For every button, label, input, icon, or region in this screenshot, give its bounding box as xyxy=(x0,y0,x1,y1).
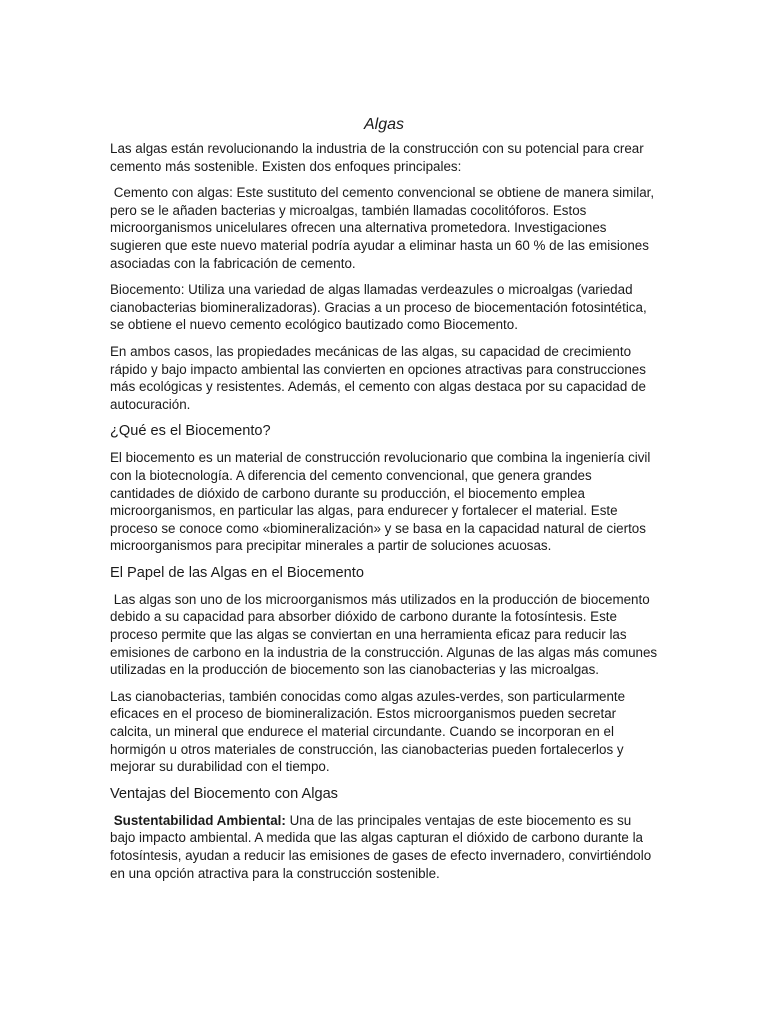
ventaja-label: Sustentabilidad Ambiental: xyxy=(110,812,286,828)
papel-paragraph-1: Las algas son uno de los microorganismos más utilizados en la producción de biocemento debido a su capacidad para absorber dióxido de carbono durante la fotosíntesis. Este proceso permite que las algas se conviertan en una herramienta eficaz para reducir las emisiones de carbono en la industria de la construcción. Algunas de las algas más comunes utilizadas en la producción de biocemento son las cianobacterias y las microalgas. xyxy=(110,591,661,678)
biocemento-paragraph: Biocemento: Utiliza una variedad de algas llamadas verdeazules o microalgas (variedad cianobacterias biomineralizadoras). Gracias a un proceso de biocementación fotosintética, se obtiene el nuevo cemento ecológico bautizado como Biocemento. xyxy=(110,282,647,333)
heading-papel-algas: El Papel de las Algas en el Biocemento xyxy=(110,564,364,581)
document-body xyxy=(110,114,661,891)
ambos-casos-paragraph: En ambos casos, las propiedades mecánicas de las algas, su capacidad de crecimiento rápido y bajo impacto ambiental las convierten en opciones atractivas para construcciones más ecológicas y resistentes. Además, el cemento con algas destaca por su capacidad de autocuración. xyxy=(110,343,646,412)
que-es-paragraph: El biocemento es un material de construcción revolucionario que combina la ingeniería civil con la biotecnología. A diferencia del cemento convencional, que genera grandes cantidades de dióxido de carbono durante su producción, el biocemento emplea microorganismos, en particular las algas, para endurecer y fortalecer el material. Este proceso se conoce como «biomineralización» y se basa en la capacidad natural de ciertos microorganismos para precipitar minerales a partir de soluciones acuosas. xyxy=(110,450,651,554)
document-title: Algas xyxy=(363,116,405,133)
heading-que-es-biocemento: ¿Qué es el Biocemento? xyxy=(110,423,271,440)
ventaja-text: Una de las principales ventajas de este biocemento es su bajo impacto ambiental. A medida que las algas capturan el dióxido de carbono durante la fotosíntesis, ayudan a reducir las emisiones de gases de efecto invernadero, convirtiéndolo en una opción atractiva para la construcción sostenible. xyxy=(110,812,655,881)
cemento-con-algas-paragraph: Cemento con algas: Este sustituto del cemento convencional se obtiene de manera similar, pero se le añaden bacterias y microalgas, también llamadas cocolitóforos. Estos microorganismos unicelulares ofrecen una alternativa prometedora. Investigaciones sugieren que este nuevo material podría ayudar a eliminar hasta un 60 % de las emisiones asociadas con la fabricación de cemento. xyxy=(110,185,658,271)
ventaja-paragraph xyxy=(110,812,658,882)
intro-paragraph: Las algas están revolucionando la industria de la construcción con su potencial para crear cemento más sostenible. Existen dos enfoques principales: xyxy=(110,141,644,174)
papel-paragraph-2: Las cianobacterias, también conocidas como algas azules-verdes, son particularmente eficaces en el proceso de biomineralización. Estos microorganismos pueden secretar calcita, un mineral que endurece el material circundante. Cuando se incorporan en el hormigón u otros materiales de construcción, las cianobacterias pueden fortalecerlos y mejorar su durabilidad con el tiempo. xyxy=(110,688,626,775)
heading-ventajas: Ventajas del Biocemento con Algas xyxy=(110,785,338,802)
